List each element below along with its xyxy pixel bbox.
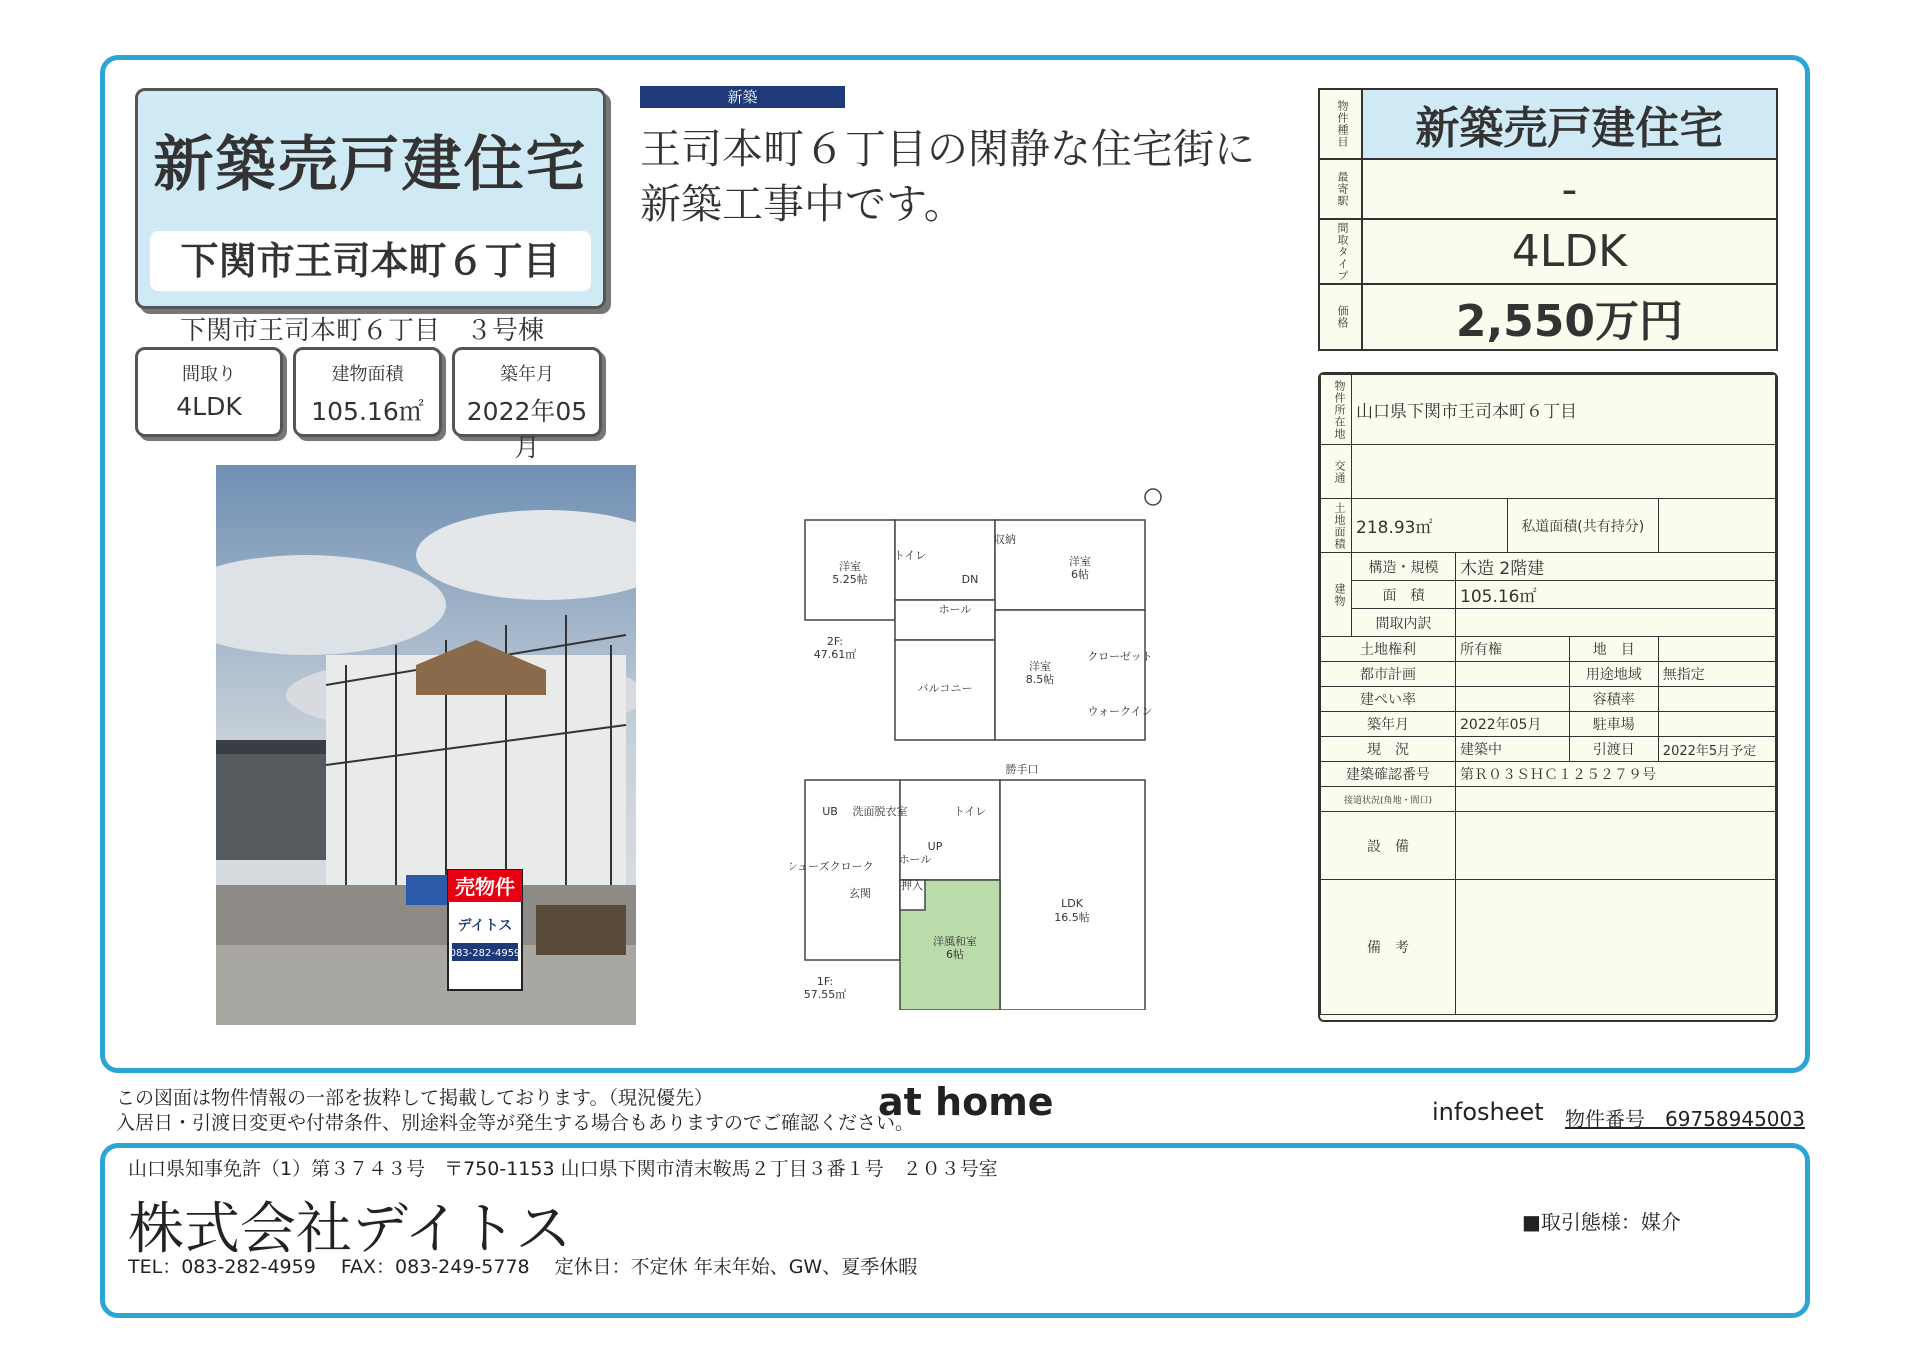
plan-label: 16.5帖 bbox=[1054, 911, 1090, 924]
plan-label: LDK bbox=[1061, 897, 1083, 910]
price-label: 価格 bbox=[1336, 305, 1349, 329]
structure-label: 構造・規模 bbox=[1352, 553, 1456, 581]
plan-label: バルコニー bbox=[917, 682, 973, 695]
city-plan-value bbox=[1456, 662, 1570, 687]
price-value: 2,550万円 bbox=[1362, 284, 1777, 350]
sub-address: 下関市王司本町６丁目 ３号棟 bbox=[180, 316, 545, 346]
note-line: この図面は物件情報の一部を抜粋して掲載しております。（現況優先） bbox=[116, 1087, 713, 1109]
sign-big: 売物件 bbox=[455, 875, 515, 899]
status-value: 建築中 bbox=[1456, 737, 1570, 762]
private-road-label: 私道面積(共有持分) bbox=[1507, 499, 1658, 553]
plan-label: ウォークイン bbox=[1087, 705, 1153, 718]
note-line: 入居日・引渡日変更や付帯条件、別途料金等が発生する場合もありますのでご確認ください。 bbox=[116, 1112, 915, 1134]
plan-label: 洋室 bbox=[1029, 660, 1051, 673]
plan-label: UB bbox=[822, 805, 838, 818]
breakdown-value bbox=[1456, 609, 1776, 637]
card-built bbox=[452, 347, 602, 462]
land-area-label: 土地面積 bbox=[1333, 501, 1346, 550]
company-name: 株式会社デイトス bbox=[128, 1197, 572, 1262]
status-label: 現 況 bbox=[1321, 737, 1456, 762]
address-value: 山口県下関市王司本町６丁目 bbox=[1352, 375, 1776, 445]
plan-label: 押入 bbox=[901, 879, 923, 892]
plan-label: 玄関 bbox=[849, 887, 871, 900]
zoning-label: 用途地域 bbox=[1569, 662, 1658, 687]
equipment-label: 設 備 bbox=[1321, 812, 1456, 880]
card-value: 2022年05月 bbox=[466, 397, 588, 462]
sign-company: デイトス bbox=[457, 918, 513, 934]
plan-area: 57.55㎡ bbox=[803, 988, 847, 1001]
layout-type-value: 4LDK bbox=[1362, 219, 1777, 284]
confirm-label: 建築確認番号 bbox=[1321, 762, 1456, 787]
plan-area-label: 1F: bbox=[816, 975, 834, 988]
plan-label: 5.25帖 bbox=[832, 573, 868, 586]
coverage-label: 建ぺい率 bbox=[1321, 687, 1456, 712]
floor-area-label: 面 積 bbox=[1352, 581, 1456, 609]
company-license: 山口県知事免許（1）第３７４３号 〒750-1153 山口県下関市清末鞍馬２丁目３番１号 ２０３号室 bbox=[128, 1158, 998, 1180]
land-right-value: 所有権 bbox=[1456, 637, 1570, 662]
coverage-value bbox=[1456, 687, 1570, 712]
headline-line: 王司本町６丁目の閑静な住宅街に bbox=[640, 125, 1255, 173]
plan-label: UP bbox=[927, 840, 943, 853]
plan-label: シューズクローク bbox=[790, 860, 874, 873]
company-contact: TEL：083-282-4959 FAX：083-249-5778 定休日：不定休 年末年始、GW、夏季休暇 bbox=[128, 1256, 918, 1278]
detail-table bbox=[1318, 372, 1778, 1022]
transport-value bbox=[1352, 445, 1776, 499]
parking-value bbox=[1658, 712, 1775, 737]
property-photo bbox=[216, 465, 636, 1025]
chimoku-value bbox=[1658, 637, 1775, 662]
transport-label: 交通 bbox=[1333, 459, 1346, 484]
new-badge: 新築 bbox=[640, 86, 845, 108]
headline bbox=[640, 122, 1255, 232]
address-label: 物件所在地 bbox=[1333, 379, 1346, 440]
plan-label: 勝手口 bbox=[1005, 763, 1039, 776]
plan-label: 8.5帖 bbox=[1025, 673, 1055, 686]
layout-type-label: 間取タイプ bbox=[1336, 221, 1349, 282]
summary-table bbox=[1318, 88, 1778, 351]
card-label: 築年月 bbox=[500, 364, 554, 385]
card-value: 105.16㎡ bbox=[311, 397, 424, 426]
transaction-mode: ■取引態様：媒介 bbox=[1522, 1210, 1681, 1234]
plan-label: 収納 bbox=[994, 533, 1016, 546]
sign-tel: 083-282-4959 bbox=[449, 948, 521, 959]
card-label: 間取り bbox=[182, 364, 236, 385]
plan-area: 47.61㎡ bbox=[813, 648, 857, 661]
plan-label: ホール bbox=[898, 853, 932, 866]
road-value bbox=[1456, 787, 1776, 812]
building-label: 建物 bbox=[1333, 582, 1346, 607]
plan-label: 6帖 bbox=[946, 948, 964, 961]
station-label: 最寄駅 bbox=[1336, 171, 1349, 207]
plan-label: 洋室 bbox=[1069, 555, 1091, 568]
infosheet-label: infosheet bbox=[1432, 1098, 1544, 1126]
title-area: 下関市王司本町６丁目 bbox=[150, 231, 591, 291]
built-label: 築年月 bbox=[1321, 712, 1456, 737]
card-value: 4LDK bbox=[176, 392, 242, 421]
property-type: 新築売戸建住宅 bbox=[1362, 89, 1777, 159]
plan-label: トイレ bbox=[953, 805, 987, 818]
structure-value: 木造 2階建 bbox=[1456, 553, 1776, 581]
headline-line: 新築工事中です。 bbox=[640, 180, 965, 228]
property-number: 物件番号 69758945003 bbox=[1565, 1107, 1805, 1131]
card-layout bbox=[135, 347, 283, 437]
card-label: 建物面積 bbox=[331, 364, 404, 385]
card-building-area bbox=[293, 347, 442, 437]
private-road-value bbox=[1658, 499, 1775, 553]
title-main: 新築売戸建住宅 bbox=[153, 130, 588, 200]
plan-label: 6帖 bbox=[1071, 568, 1089, 581]
plan-label: 洗面脱衣室 bbox=[852, 805, 908, 818]
station-value: - bbox=[1362, 159, 1777, 219]
plan-label: ホール bbox=[938, 603, 972, 616]
plan-label: トイレ bbox=[893, 549, 927, 562]
far-label: 容積率 bbox=[1569, 687, 1658, 712]
remarks-label: 備 考 bbox=[1321, 880, 1456, 1015]
road-label: 接道状況(角地・間口) bbox=[1321, 787, 1456, 812]
handover-value: 2022年5月予定 bbox=[1658, 737, 1775, 762]
plan-label: 洋風和室 bbox=[933, 935, 977, 948]
land-right-label: 土地権利 bbox=[1321, 637, 1456, 662]
compass-icon bbox=[1145, 489, 1161, 505]
handover-label: 引渡日 bbox=[1569, 737, 1658, 762]
title-box bbox=[135, 88, 606, 309]
chimoku-label: 地 目 bbox=[1569, 637, 1658, 662]
plan-label: DN bbox=[961, 573, 979, 586]
built-value: 2022年05月 bbox=[1456, 712, 1570, 737]
type-label: 物件種目 bbox=[1336, 100, 1349, 148]
plan-label: クローゼット bbox=[1087, 650, 1153, 663]
plan-area-label: 2F: bbox=[826, 635, 844, 648]
land-area-value: 218.93㎡ bbox=[1352, 499, 1508, 553]
confirm-value: 第Ｒ０３ＳＨＣ１２５２７９号 bbox=[1456, 762, 1776, 787]
far-value bbox=[1658, 687, 1775, 712]
athome-logo: at home bbox=[878, 1080, 1054, 1124]
equipment-value bbox=[1456, 812, 1776, 880]
remarks-value bbox=[1456, 880, 1776, 1015]
city-plan-label: 都市計画 bbox=[1321, 662, 1456, 687]
floor-plan bbox=[790, 485, 1165, 1010]
floor-area-value: 105.16㎡ bbox=[1456, 581, 1776, 609]
zoning-value: 無指定 bbox=[1658, 662, 1775, 687]
plan-label: 洋室 bbox=[839, 560, 861, 573]
breakdown-label: 間取内訳 bbox=[1352, 609, 1456, 637]
parking-label: 駐車場 bbox=[1569, 712, 1658, 737]
